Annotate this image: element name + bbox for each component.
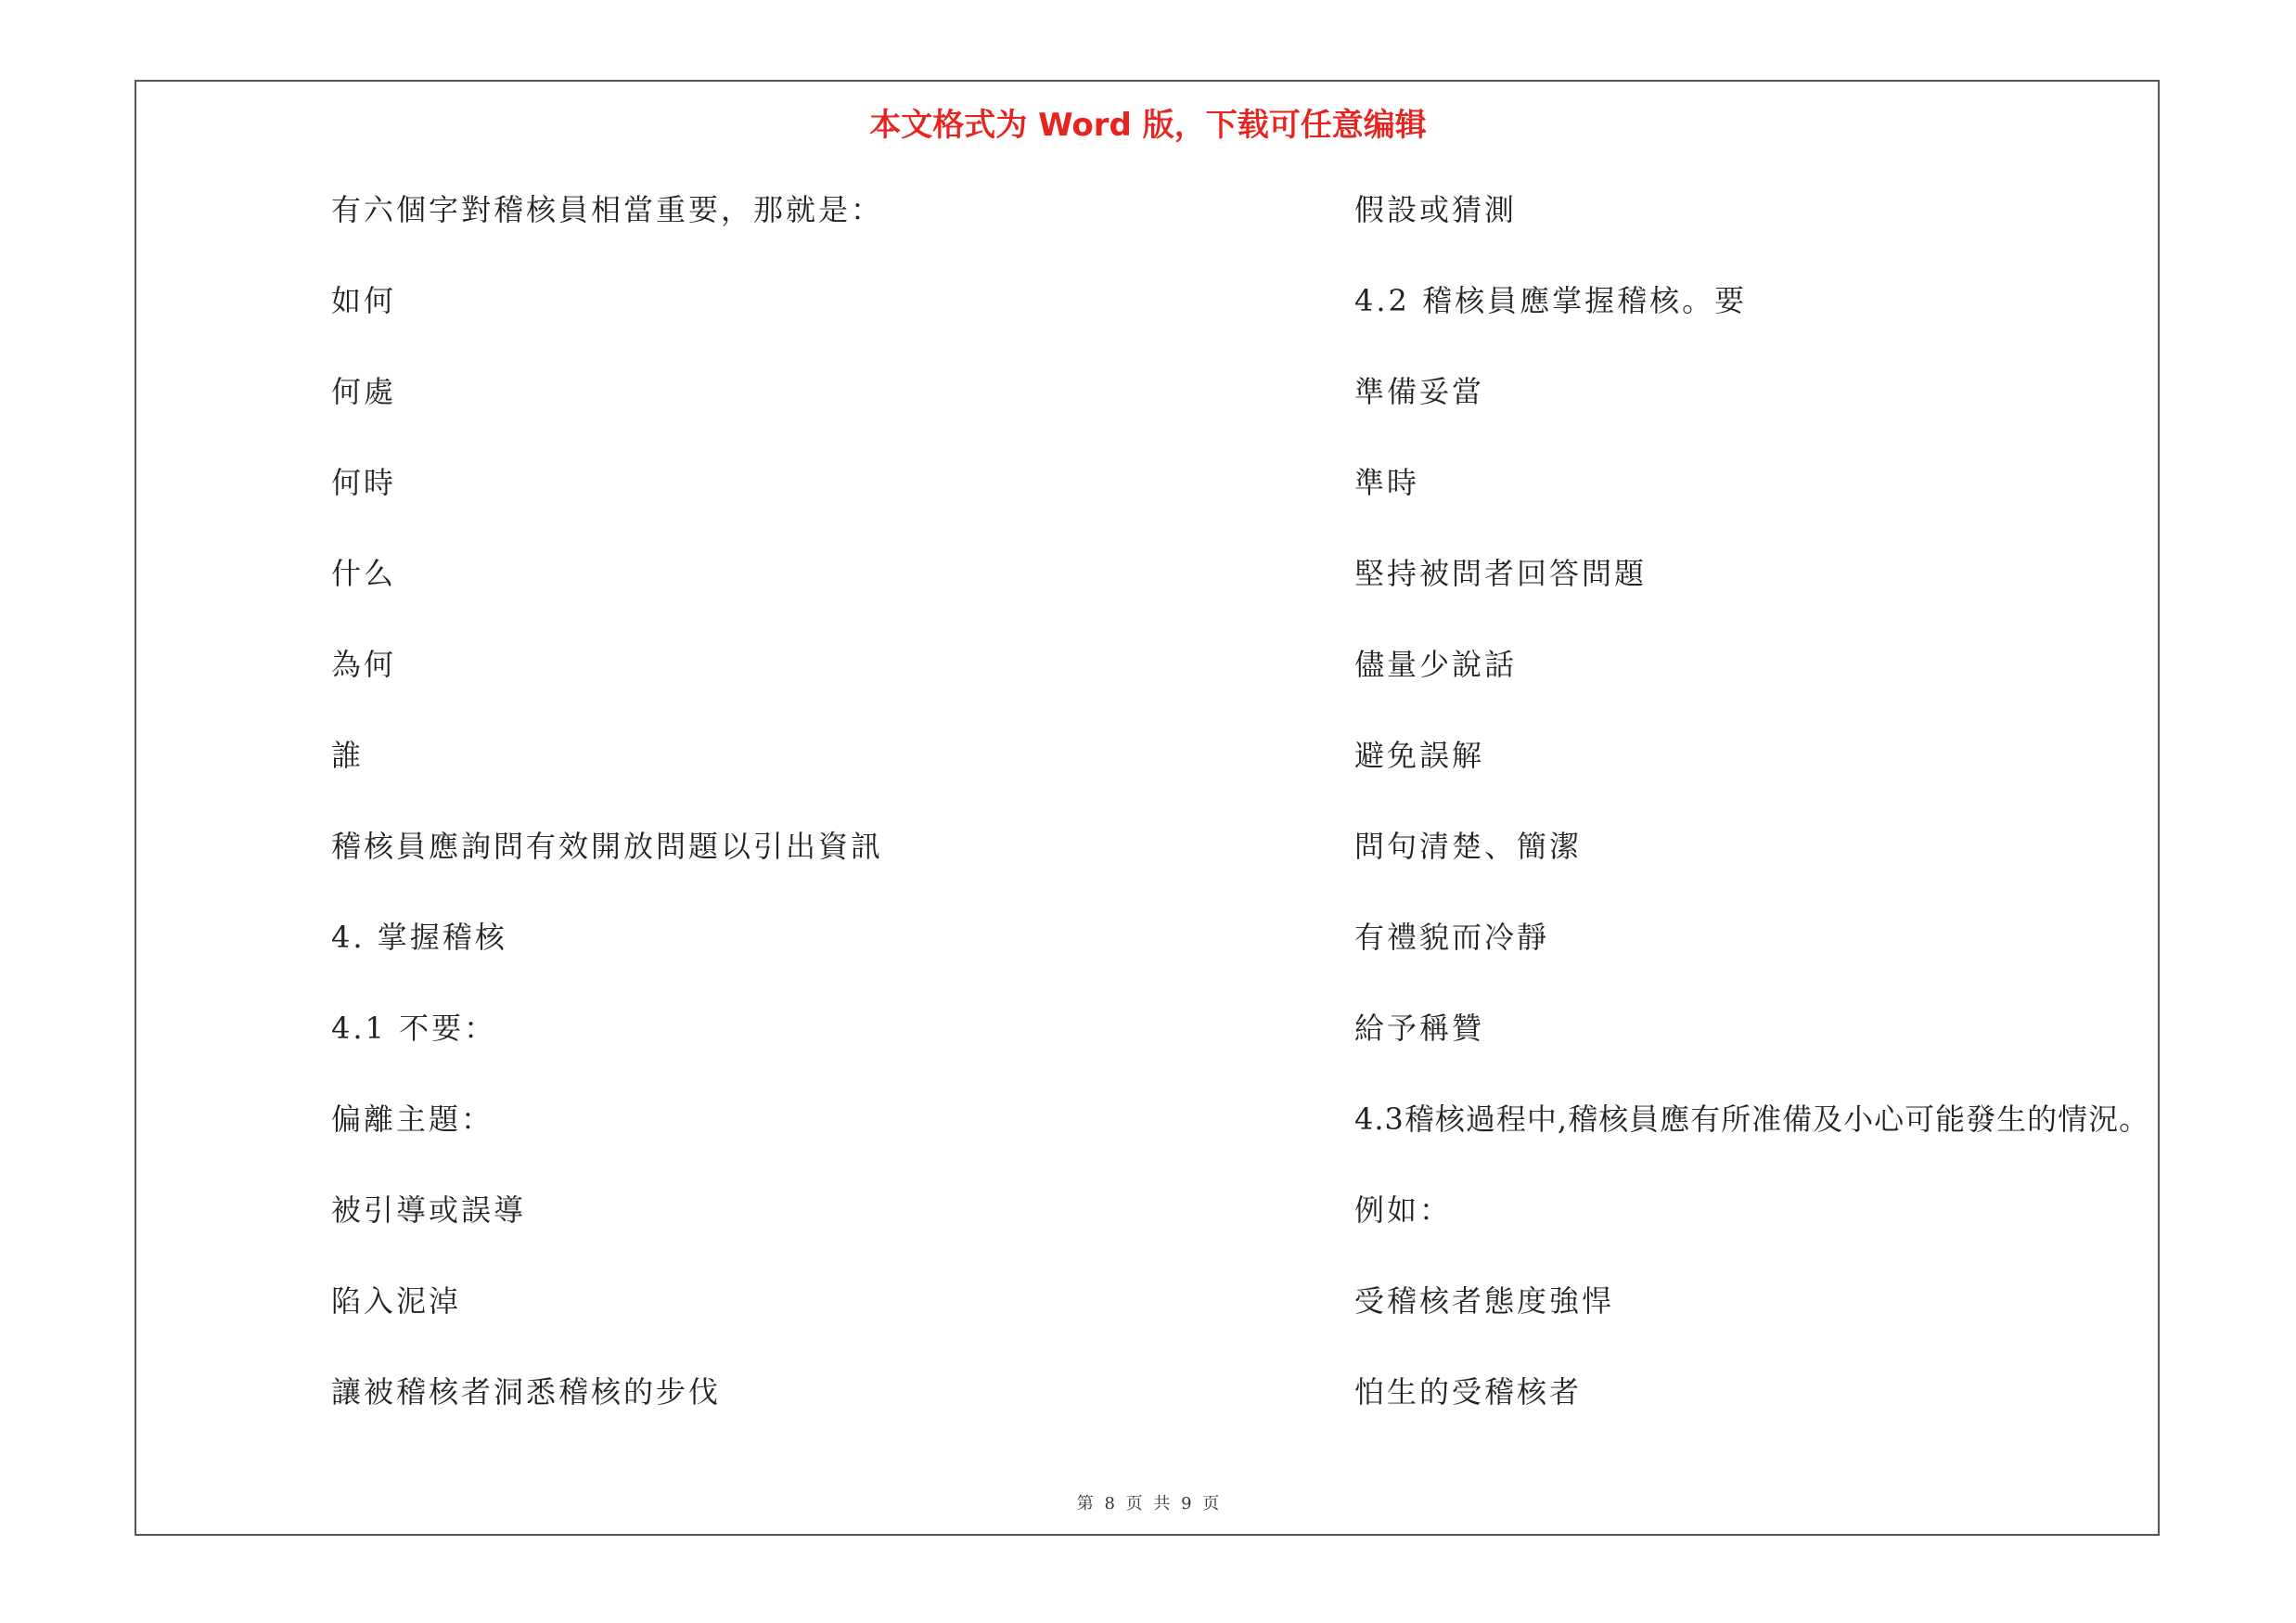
subsection-heading: 4.1 不要： [331,1011,497,1046]
section-heading: 4. 掌握稽核 [331,920,507,955]
right-text-column [1354,187,2171,1461]
text-line: 稽核員應詢問有效開放問題以引出資訊 [331,829,884,864]
subsection-heading: 4.2 稽核員應掌握稽核。要 [1354,283,1748,318]
text-line: 何處 [331,374,397,409]
text-line: 準備妥當 [1354,374,1485,409]
page-number-footer: 第 8 页 共 9 页 [1076,1494,1220,1514]
text-line: 儘量少說話 [1354,647,1518,682]
text-line: 怕生的受稽核者 [1354,1374,1583,1410]
text-line: 問句清楚、簡潔 [1354,829,1583,864]
text-line: 受稽核者態度強悍 [1354,1283,1615,1319]
text-line: 何時 [331,465,397,500]
text-line: 給予稱贊 [1354,1011,1485,1046]
text-line: 被引導或誤導 [331,1192,527,1228]
format-banner: 本文格式为 Word 版，下载可任意编辑 [869,107,1427,144]
text-line: 堅持被問者回答問題 [1354,556,1648,591]
text-line: 偏離主題： [331,1101,494,1137]
left-text-column [331,187,1259,1461]
text-line: 誰 [331,738,365,773]
text-line: 如何 [331,283,397,318]
text-line: 什么 [331,556,397,591]
text-line: 為何 [331,647,397,682]
text-line: 有禮貌而冷靜 [1354,920,1550,955]
subsection-heading: 4.3稽核過程中,稽核員應有所准備及小心可能發生的情況。 [1354,1101,2150,1137]
text-line: 例如： [1354,1192,1453,1228]
text-line: 有六個字對稽核員相當重要，那就是： [331,192,884,227]
text-line: 準時 [1354,465,1420,500]
text-line: 避免誤解 [1354,738,1485,773]
text-line: 假設或猜測 [1354,192,1518,227]
text-line: 陷入泥淖 [331,1283,462,1319]
text-line: 讓被稽核者洞悉稽核的步伐 [331,1374,722,1410]
